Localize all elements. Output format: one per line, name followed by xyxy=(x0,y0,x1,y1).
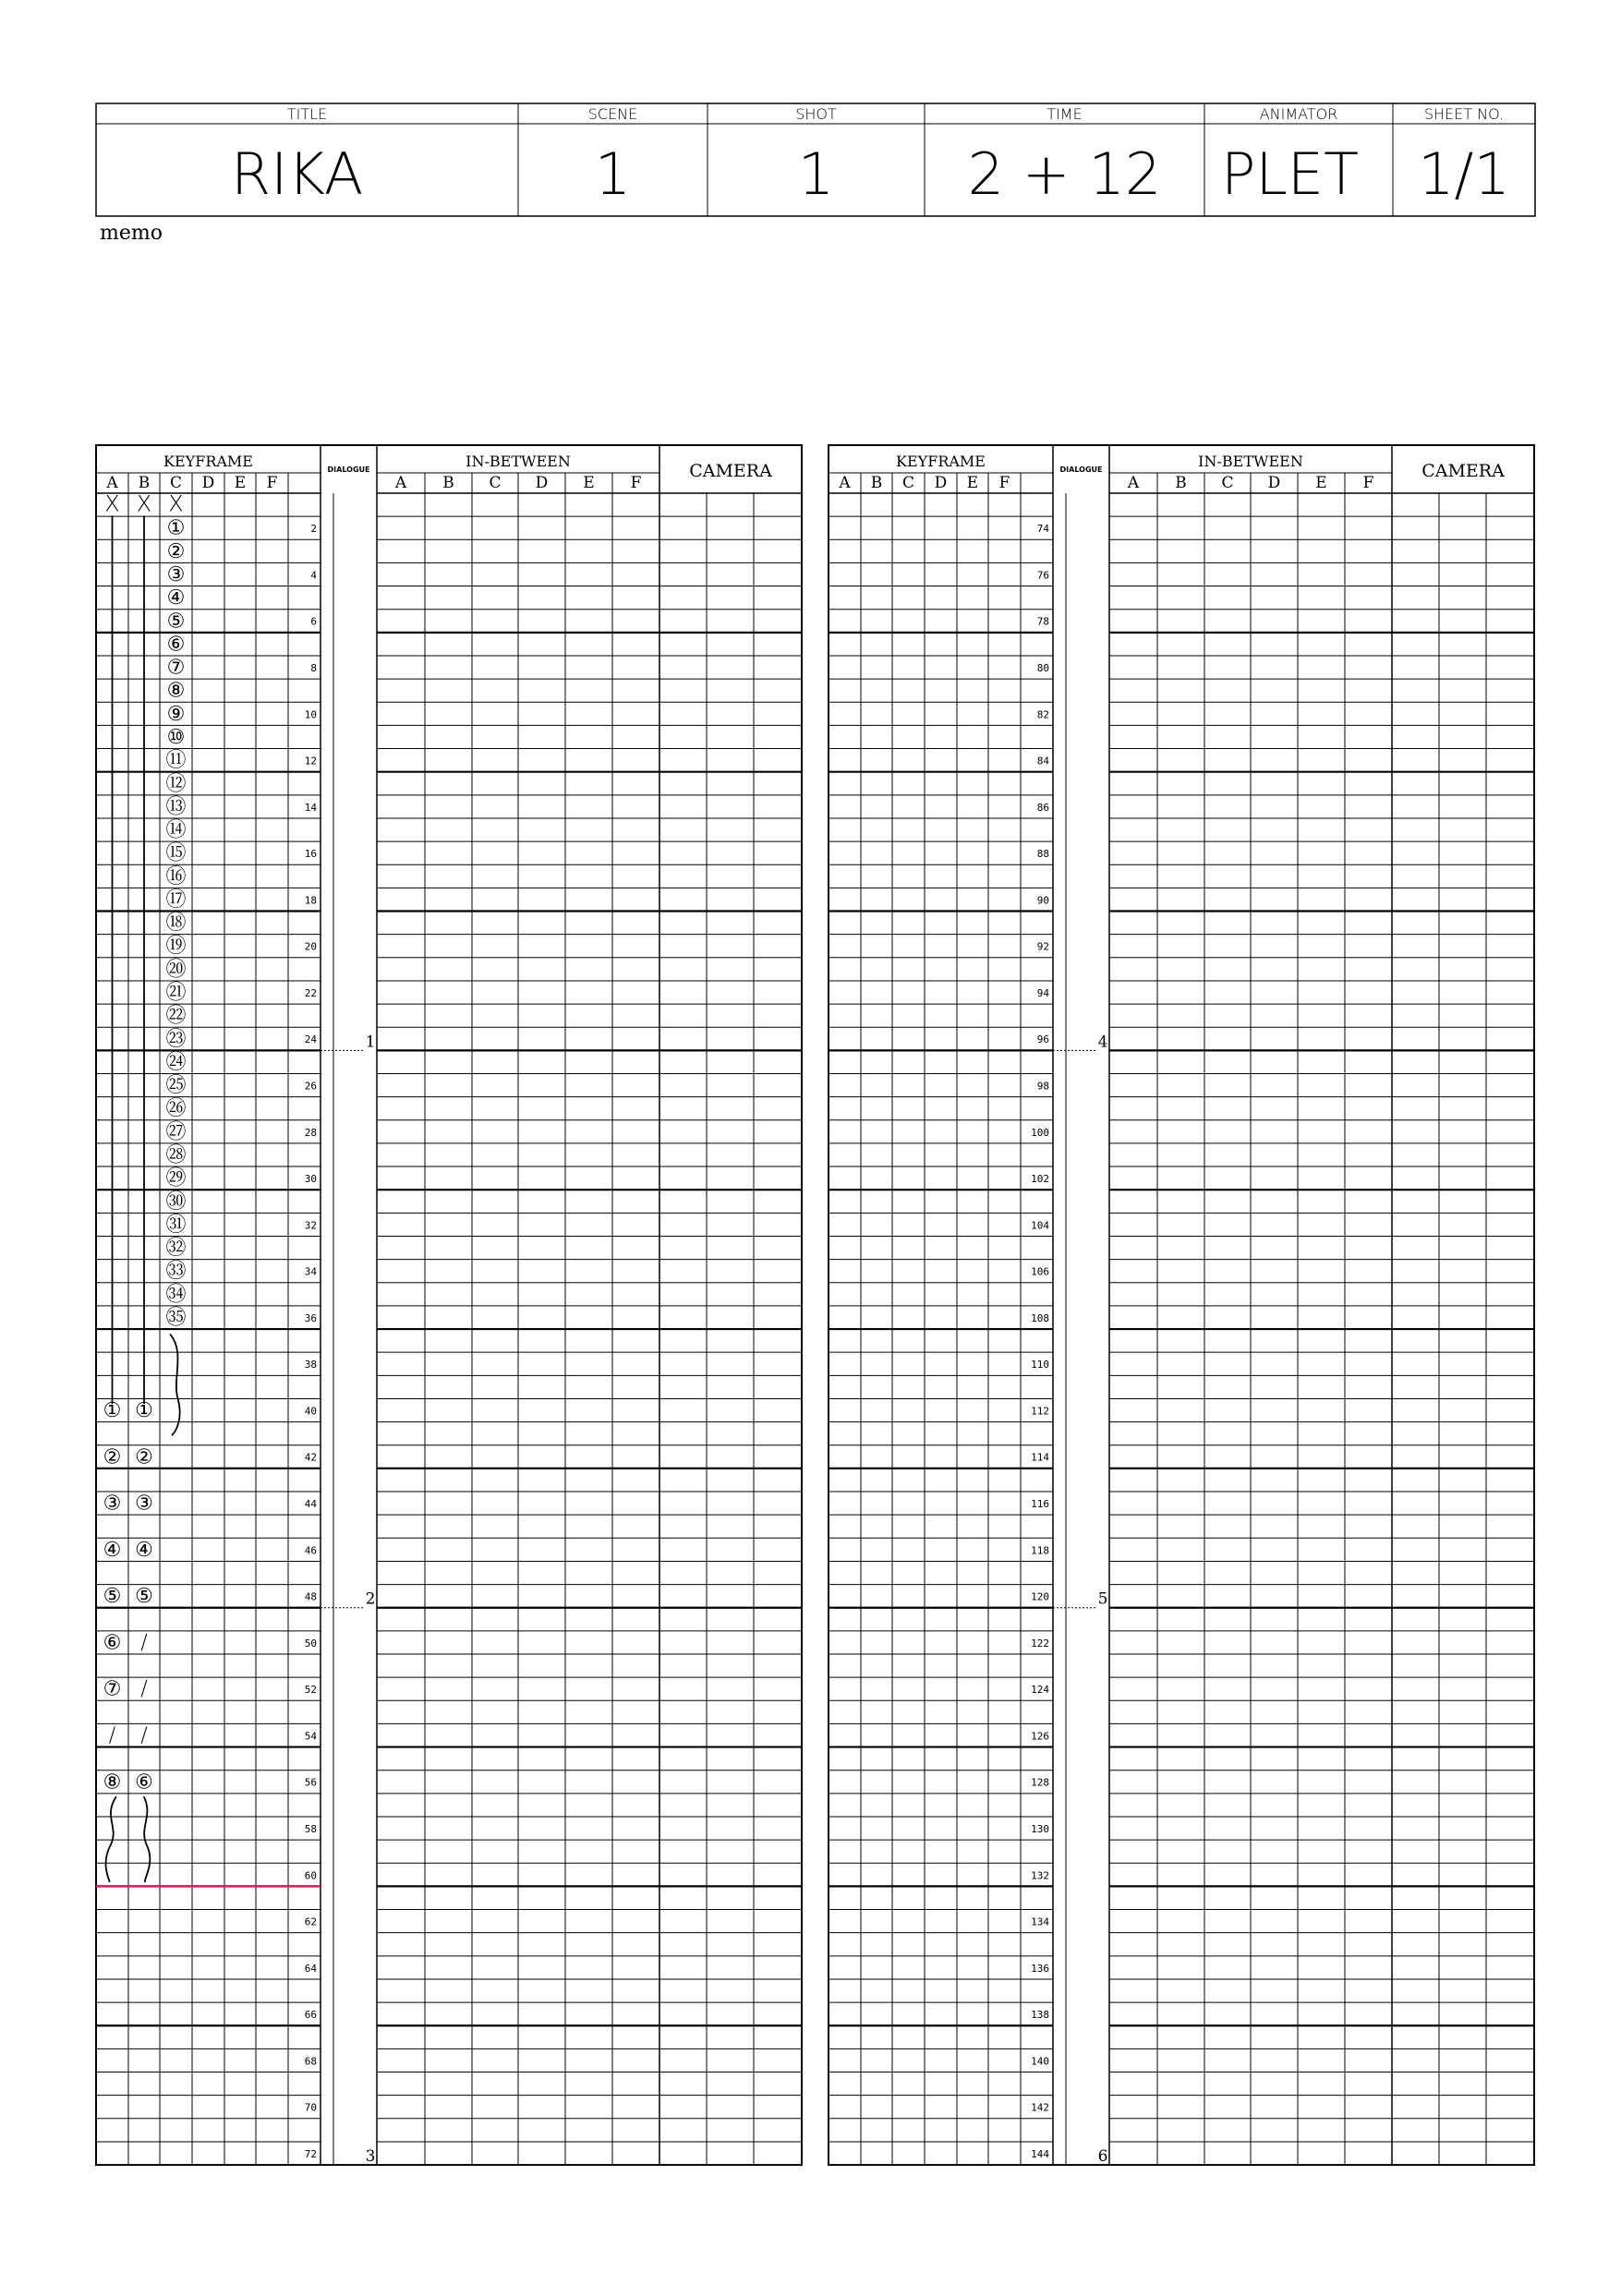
inbetween-column-c: C xyxy=(1221,474,1234,492)
keyframe-column-f: F xyxy=(998,474,1010,492)
keyframe-mark-b: / xyxy=(140,1631,148,1655)
keyframe-mark-c: ⑦ xyxy=(166,656,186,680)
frame-number: 70 xyxy=(304,2101,317,2114)
frame-number: 114 xyxy=(1031,1451,1049,1464)
frame-number: 20 xyxy=(304,940,317,953)
keyframe-mark-c: ㉛ xyxy=(165,1213,187,1237)
keyframe-mark-c: ⑪ xyxy=(165,749,187,773)
keyframe-mark-c: ⑱ xyxy=(165,912,187,936)
keyframe-mark-c: ㉝ xyxy=(165,1260,187,1284)
keyframe-mark-c: ⑲ xyxy=(165,935,187,959)
panel-frame xyxy=(96,445,802,2165)
keyframe-mark-c: X xyxy=(168,490,184,517)
keyframe-header: KEYFRAME xyxy=(163,453,253,470)
inbetween-column-b: B xyxy=(1175,474,1187,492)
frame-number: 6 xyxy=(310,615,317,628)
inbetween-column-d: D xyxy=(1267,474,1281,492)
frame-number: 2 xyxy=(310,523,317,536)
keyframe-mark-c: ⑨ xyxy=(166,702,186,726)
frame-number: 136 xyxy=(1031,1962,1049,1975)
header-label-title: TITLE xyxy=(286,105,328,123)
frame-number: 96 xyxy=(1036,1033,1049,1046)
keyframe-mark-c: ㉑ xyxy=(165,981,187,1005)
camera-header: CAMERA xyxy=(1421,461,1505,481)
keyframe-mark-c: ⑩ xyxy=(166,725,186,749)
frame-number: 46 xyxy=(304,1544,317,1557)
keyframe-mark-c: ⑰ xyxy=(165,888,187,912)
header-value-sheet-no: 1/1 xyxy=(1418,140,1510,208)
keyframe-mark-c: ⑯ xyxy=(165,864,187,888)
frame-number: 18 xyxy=(304,894,317,907)
header-label-sheet-no: SHEET NO. xyxy=(1423,105,1505,123)
keyframe-mark-c: ③ xyxy=(166,562,186,586)
hold-squiggle-a xyxy=(106,1797,116,1881)
keyframe-mark-a: ③ xyxy=(103,1492,122,1516)
inbetween-header: IN-BETWEEN xyxy=(466,453,571,470)
frame-number: 50 xyxy=(304,1637,317,1649)
frame-number: 78 xyxy=(1036,615,1049,628)
camera-header: CAMERA xyxy=(689,461,772,481)
frame-number: 140 xyxy=(1031,2055,1049,2068)
keyframe-mark-c: ㉟ xyxy=(165,1306,187,1330)
frame-number: 54 xyxy=(304,1730,317,1743)
frame-number: 116 xyxy=(1031,1498,1049,1511)
frame-number: 60 xyxy=(304,1869,317,1882)
keyframe-column-c: C xyxy=(901,474,915,492)
keyframe-column-d: D xyxy=(934,474,948,492)
keyframe-mark-b: ⑥ xyxy=(135,1770,153,1795)
frame-number: 92 xyxy=(1036,940,1049,953)
keyframe-column-b: B xyxy=(870,474,883,492)
frame-number: 34 xyxy=(304,1265,317,1278)
keyframe-mark-b: X xyxy=(136,490,152,517)
frame-number: 144 xyxy=(1031,2147,1049,2160)
frame-number: 118 xyxy=(1031,1544,1049,1557)
frame-number: 68 xyxy=(304,2055,317,2068)
frame-number: 72 xyxy=(304,2147,317,2160)
keyframe-mark-a: ④ xyxy=(103,1538,122,1562)
header-value-animator: PLET xyxy=(1221,140,1359,208)
frame-number: 122 xyxy=(1031,1637,1049,1649)
keyframe-mark-b: ① xyxy=(135,1399,153,1423)
keyframe-mark-b: ② xyxy=(135,1445,153,1469)
keyframe-column-d: D xyxy=(201,474,215,492)
frame-number: 12 xyxy=(304,755,317,767)
keyframe-column-c: C xyxy=(169,474,183,492)
keyframe-mark-c: ㉖ xyxy=(165,1097,187,1121)
keyframe-mark-a: ⑥ xyxy=(103,1631,122,1655)
frame-number: 40 xyxy=(304,1405,317,1418)
frame-number: 120 xyxy=(1031,1590,1049,1603)
keyframe-header: KEYFRAME xyxy=(896,453,986,470)
keyframe-mark-c: ㉕ xyxy=(165,1074,187,1098)
frame-number: 16 xyxy=(304,848,317,861)
keyframe-column-a: A xyxy=(839,474,851,492)
header-value-shot: 1 xyxy=(797,140,835,208)
inbetween-header: IN-BETWEEN xyxy=(1198,453,1303,470)
frame-number: 36 xyxy=(304,1311,317,1324)
second-number: 1 xyxy=(365,1033,376,1052)
second-number: 2 xyxy=(365,1589,376,1609)
keyframe-mark-c: ⑳ xyxy=(165,958,187,982)
keyframe-mark-c: ㉚ xyxy=(165,1190,187,1214)
dialogue-header: DIALOGUE xyxy=(1059,465,1103,474)
inbetween-column-d: D xyxy=(535,474,549,492)
frame-number: 38 xyxy=(304,1359,317,1372)
frame-number: 30 xyxy=(304,1173,317,1186)
keyframe-column-f: F xyxy=(266,474,278,492)
keyframe-mark-c: ⑫ xyxy=(165,772,187,796)
keyframe-mark-c: ④ xyxy=(166,586,186,610)
frame-number: 98 xyxy=(1036,1080,1049,1093)
second-number: 4 xyxy=(1097,1033,1108,1052)
keyframe-mark-a: / xyxy=(108,1723,116,1747)
frame-number: 130 xyxy=(1031,1822,1049,1835)
keyframe-mark-c: ⑬ xyxy=(165,795,187,819)
header-label-shot: SHOT xyxy=(795,105,837,123)
header-value-time: 2 + 12 xyxy=(967,140,1162,208)
frame-number: 62 xyxy=(304,1915,317,1928)
keyframe-column-e: E xyxy=(966,474,979,492)
keyframe-mark-c: ㉒ xyxy=(165,1004,187,1028)
frame-number: 108 xyxy=(1031,1311,1049,1324)
frame-number: 104 xyxy=(1031,1219,1049,1232)
keyframe-mark-c: ① xyxy=(166,516,186,540)
second-number: 3 xyxy=(365,2147,376,2167)
keyframe-mark-c: ② xyxy=(166,539,186,563)
frame-number: 94 xyxy=(1036,986,1049,999)
inbetween-column-a: A xyxy=(394,474,407,492)
header-label-animator: ANIMATOR xyxy=(1259,105,1338,123)
timesheet-panel-1 xyxy=(96,445,802,2166)
frame-number: 48 xyxy=(304,1590,317,1603)
inbetween-column-e: E xyxy=(583,474,595,492)
keyframe-mark-c: ㉘ xyxy=(165,1143,187,1167)
panel-frame xyxy=(829,445,1534,2165)
frame-number: 128 xyxy=(1031,1776,1049,1789)
keyframe-mark-c: ㉔ xyxy=(165,1050,187,1074)
header-table xyxy=(96,103,1535,216)
frame-number: 8 xyxy=(310,661,317,674)
frame-number: 22 xyxy=(304,986,317,999)
hold-squiggle-b xyxy=(144,1797,150,1881)
frame-number: 124 xyxy=(1031,1684,1049,1697)
keyframe-mark-a: ② xyxy=(103,1445,122,1469)
keyframe-mark-c: ⑥ xyxy=(166,633,186,657)
inbetween-column-e: E xyxy=(1315,474,1327,492)
frame-number: 82 xyxy=(1036,708,1049,721)
timesheet-panel-2 xyxy=(829,445,1534,2166)
keyframe-mark-c: ⑧ xyxy=(166,679,186,703)
header-label-time: TIME xyxy=(1046,105,1083,123)
frame-number: 24 xyxy=(304,1033,317,1046)
frame-number: 66 xyxy=(304,2009,317,2022)
keyframe-mark-c: ㉙ xyxy=(165,1166,187,1190)
keyframe-mark-a: ⑧ xyxy=(103,1770,122,1795)
frame-number: 110 xyxy=(1031,1359,1049,1372)
inbetween-column-c: C xyxy=(489,474,502,492)
frame-number: 26 xyxy=(304,1080,317,1093)
frame-number: 86 xyxy=(1036,801,1049,814)
header-label-scene: SCENE xyxy=(587,105,638,123)
frame-number: 14 xyxy=(304,801,317,814)
frame-number: 100 xyxy=(1031,1126,1049,1139)
frame-number: 102 xyxy=(1031,1173,1049,1186)
keyframe-mark-a: ⑤ xyxy=(103,1585,122,1609)
header-value-title: RIKA xyxy=(231,140,364,208)
frame-number: 88 xyxy=(1036,848,1049,861)
keyframe-mark-c: ⑭ xyxy=(165,818,187,842)
memo-label: memo xyxy=(100,222,163,245)
frame-number: 90 xyxy=(1036,894,1049,907)
frame-number: 112 xyxy=(1031,1405,1049,1418)
keyframe-column-e: E xyxy=(234,474,247,492)
frame-number: 106 xyxy=(1031,1265,1049,1278)
second-number: 5 xyxy=(1097,1589,1108,1609)
frame-number: 58 xyxy=(304,1822,317,1835)
inbetween-column-f: F xyxy=(1362,474,1374,492)
frame-number: 76 xyxy=(1036,569,1049,582)
frame-number: 84 xyxy=(1036,755,1049,767)
inbetween-column-f: F xyxy=(630,474,642,492)
dialogue-header: DIALOGUE xyxy=(327,465,370,474)
frame-number: 56 xyxy=(304,1776,317,1789)
keyframe-mark-b: / xyxy=(140,1723,148,1747)
second-number: 6 xyxy=(1097,2147,1108,2167)
frame-number: 28 xyxy=(304,1126,317,1139)
frame-number: 134 xyxy=(1031,1915,1049,1928)
keyframe-mark-b: ④ xyxy=(135,1538,153,1562)
keyframe-mark-c: ㉞ xyxy=(165,1283,187,1307)
keyframe-column-b: B xyxy=(138,474,151,492)
keyframe-mark-a: ⑦ xyxy=(103,1677,122,1701)
frame-number: 126 xyxy=(1031,1730,1049,1743)
inbetween-column-b: B xyxy=(442,474,454,492)
frame-number: 42 xyxy=(304,1451,317,1464)
frame-number: 32 xyxy=(304,1219,317,1232)
frame-number: 74 xyxy=(1036,523,1049,536)
keyframe-mark-c: ⑮ xyxy=(165,841,187,865)
keyframe-column-a: A xyxy=(106,474,118,492)
frame-number: 4 xyxy=(310,569,317,582)
frame-number: 132 xyxy=(1031,1869,1049,1882)
keyframe-mark-c: ㉓ xyxy=(165,1027,187,1051)
keyframe-mark-c: ㉜ xyxy=(165,1237,187,1261)
keyframe-mark-a: X xyxy=(104,490,120,517)
frame-number: 10 xyxy=(304,708,317,721)
frame-number: 44 xyxy=(304,1498,317,1511)
hold-squiggle-c xyxy=(171,1335,180,1435)
keyframe-mark-b: / xyxy=(140,1677,148,1701)
keyframe-mark-c: ⑤ xyxy=(166,610,186,634)
frame-number: 138 xyxy=(1031,2009,1049,2022)
frame-number: 64 xyxy=(304,1962,317,1975)
frame-number: 142 xyxy=(1031,2101,1049,2114)
keyframe-mark-c: ㉗ xyxy=(165,1120,187,1144)
inbetween-column-a: A xyxy=(1127,474,1140,492)
keyframe-mark-a: ① xyxy=(103,1399,122,1423)
keyframe-mark-b: ⑤ xyxy=(135,1585,153,1609)
keyframe-mark-b: ③ xyxy=(135,1492,153,1516)
header-value-scene: 1 xyxy=(594,140,632,208)
frame-number: 52 xyxy=(304,1684,317,1697)
frame-number: 80 xyxy=(1036,661,1049,674)
